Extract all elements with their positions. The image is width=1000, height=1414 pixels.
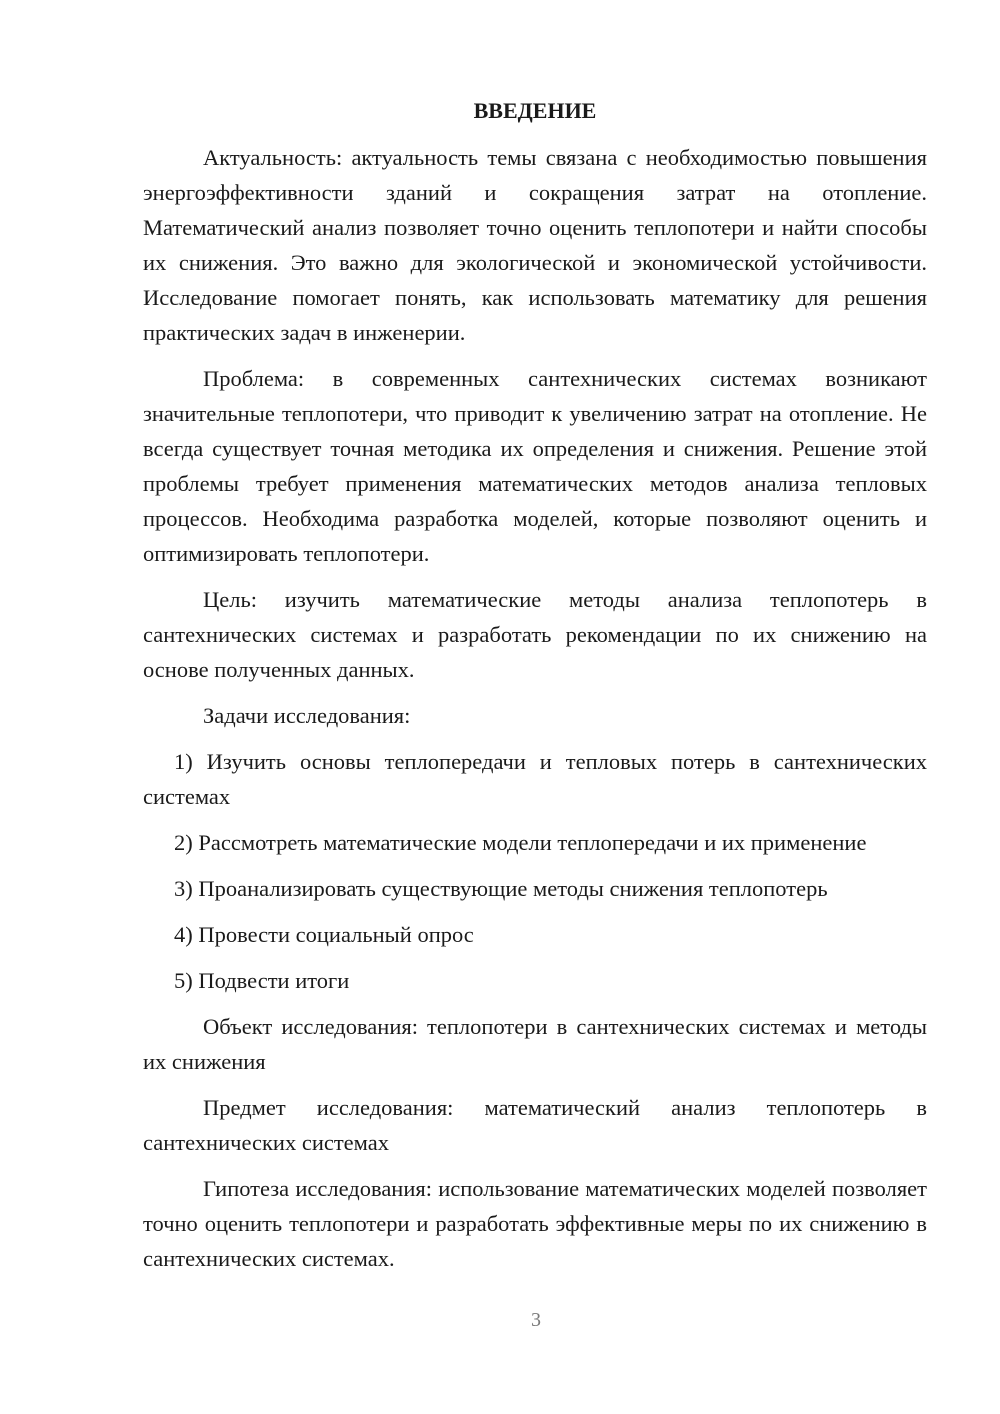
paragraph-relevance: Актуальность: актуальность темы связана с необходимостью повышения энергоэффективности зданий и сокращения затрат на отопление. Математический анализ позволяет точно оценить теплопотери и найти способы их снижения. Это важно для экологической и экономической устойчивости. Исследование помогает понять, как использовать математику для решения практических задач в инженерии. [143, 145, 927, 345]
paragraph-subject: Предмет исследования: математический анализ теплопотерь в сантехнических системах [143, 1095, 927, 1155]
task-item-2: 2) Рассмотреть математические модели теплопередачи и их применение [174, 830, 867, 855]
paragraph-object: Объект исследования: теплопотери в сантехнических системах и методы их снижения [143, 1014, 927, 1074]
paragraph-problem: Проблема: в современных сантехнических системах возникают значительные теплопотери, что приводит к увеличению затрат на отопление. Не всегда существует точная методика их определения и снижения. Решение этой проблемы требует применения математических методов анализа тепловых процессов. Необходима разработка моделей, которые позволяют оценить и оптимизировать теплопотери. [143, 366, 927, 566]
section-title: ВВЕДЕНИЕ [473, 98, 597, 123]
task-item-1: 1) Изучить основы теплопередачи и тепловых потерь в сантехнических системах [143, 749, 927, 809]
task-item-4: 4) Провести социальный опрос [174, 922, 474, 947]
paragraph-goal: Цель: изучить математические методы анализа теплопотерь в сантехнических системах и разработать рекомендации по их снижению на основе полученных данных. [143, 587, 927, 682]
page-content [143, 93, 927, 1287]
tasks-heading: Задачи исследования: [203, 703, 411, 728]
paragraph-hypothesis: Гипотеза исследования: использование математических моделей позволяет точно оценить теплопотери и разработать эффективные меры по их снижению в сантехнических системах. [143, 1176, 927, 1271]
task-item-5: 5) Подвести итоги [174, 968, 350, 993]
page-number: 3 [531, 1309, 541, 1331]
task-item-3: 3) Проанализировать существующие методы снижения теплопотерь [174, 876, 828, 901]
